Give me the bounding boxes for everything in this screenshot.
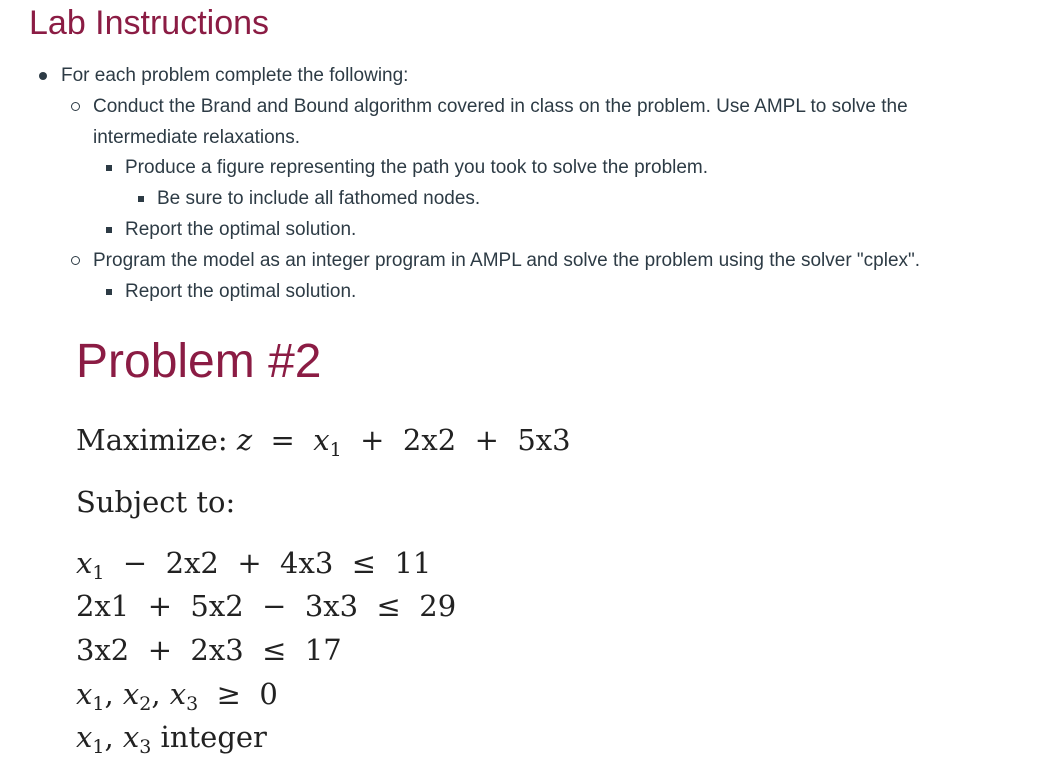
subject-to-label: Subject to: — [76, 485, 236, 519]
list-item — [93, 91, 908, 122]
circle-bullet-icon — [71, 102, 80, 111]
problem-heading: Problem #2 — [76, 335, 322, 388]
list-item — [157, 183, 480, 214]
list-item — [125, 152, 708, 183]
square-bullet-icon — [106, 165, 112, 171]
objective-expression: $z = x_1 + 2x2 + 5x3$ — [236, 423, 571, 461]
list-item — [125, 214, 356, 245]
nonnegativity-constraint: $x_1$, $x_2$, $x_3 \ge 0$ — [76, 677, 278, 715]
square-bullet-icon — [106, 227, 112, 233]
list-item-text: Report the optimal solution. — [125, 219, 357, 240]
list-item — [125, 276, 356, 307]
square-bullet-icon — [138, 196, 144, 202]
list-item-continuation — [93, 122, 300, 153]
objective-label: Maximize: — [76, 423, 228, 457]
list-item-text: Report the optimal solution. — [125, 281, 357, 302]
disc-bullet-icon — [39, 72, 47, 80]
square-bullet-icon — [106, 289, 112, 295]
list-item-text: For each problem complete the following: — [61, 65, 409, 86]
list-item-text: Produce a figure representing the path you took to solve the problem. — [125, 157, 709, 178]
list-item — [61, 60, 408, 91]
integrality-constraint: $x_1$, $x_3$ integer — [76, 720, 267, 758]
constraint-3: 3x2 + 2x3 ≤ 17 — [76, 633, 342, 667]
list-item-text: Program the model as an integer program in AMPL and solve the problem using the solver "cplex". — [93, 250, 921, 271]
list-item-text: Conduct the Brand and Bound algorithm covered in class on the problem. Use AMPL to solve the — [93, 96, 908, 117]
constraint-2: 2x1 + 5x2 − 3x3 ≤ 29 — [76, 589, 457, 623]
objective-line — [76, 423, 571, 461]
circle-bullet-icon — [71, 256, 80, 265]
constraint-1: $x_1 - 2x2 + 4x3 \le 11$ — [76, 546, 432, 584]
list-item — [93, 245, 920, 276]
list-item-text: intermediate relaxations. — [93, 127, 300, 148]
list-item-text: Be sure to include all fathomed nodes. — [157, 188, 481, 209]
lab-instructions-heading: Lab Instructions — [29, 4, 270, 42]
